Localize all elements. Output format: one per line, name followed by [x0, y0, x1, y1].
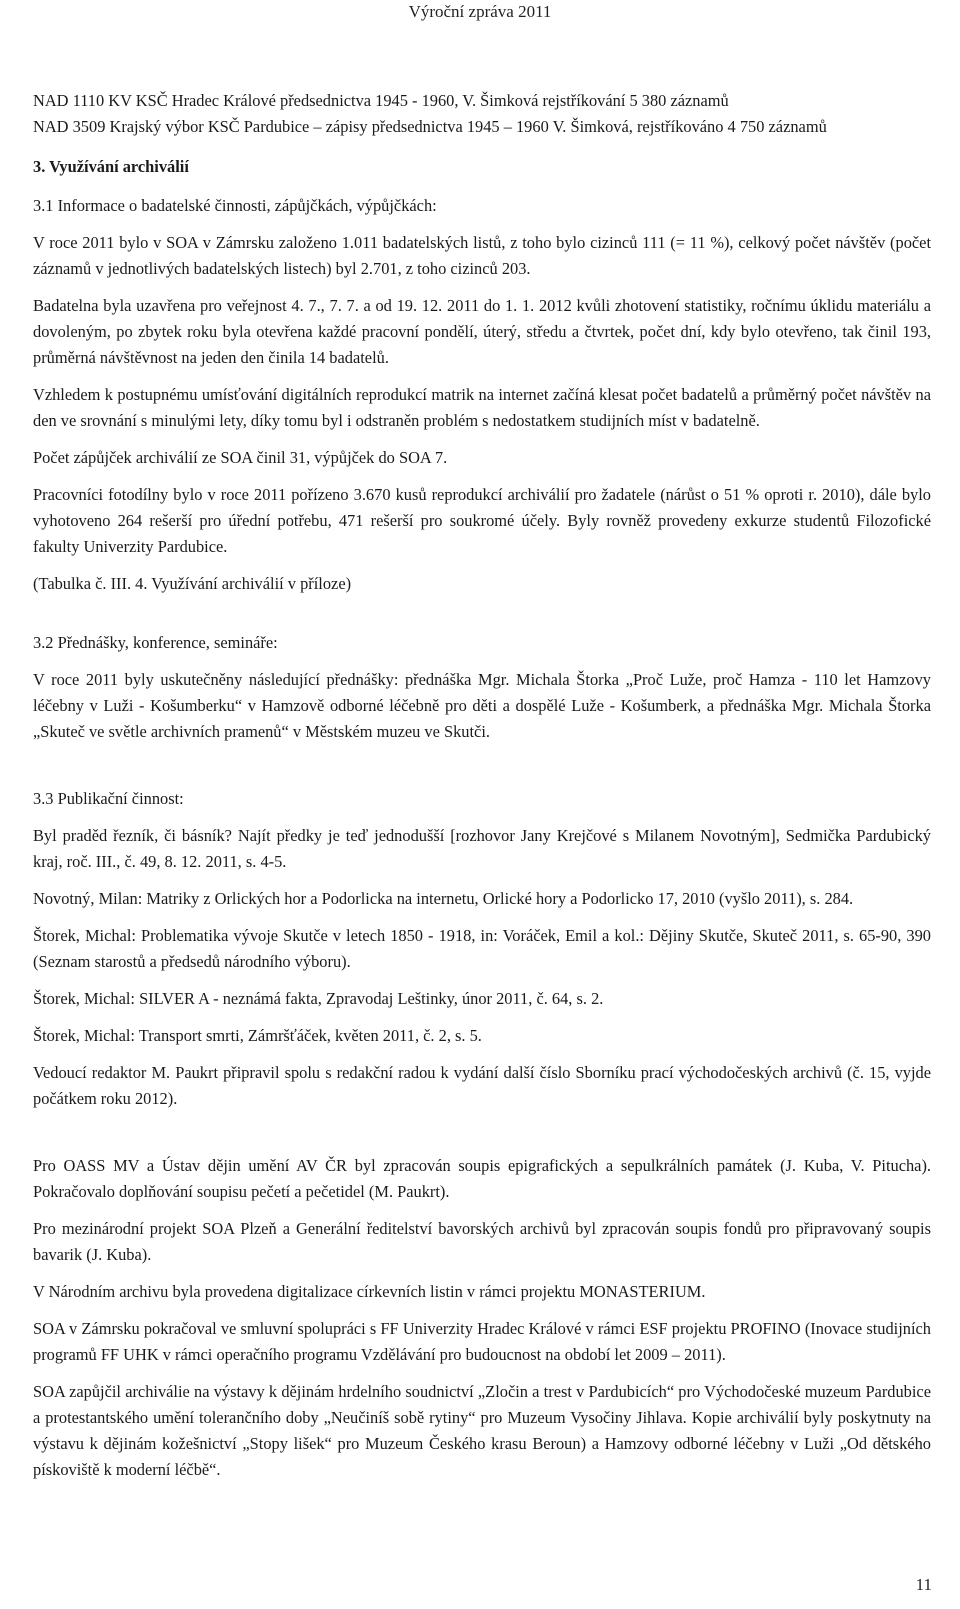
- paragraph-researchers: V roce 2011 bylo v SOA v Zámrsku založeno 1.011 badatelských listů, z toho bylo cizinců 111 (= 11 %), celkový počet návštěv (počet záznamů v jednotlivých badatelských listech) byl 2.701, z toho cizinců 203.: [33, 233, 931, 278]
- paragraph-table-ref: (Tabulka č. III. 4. Využívání archiválií v příloze): [33, 574, 352, 593]
- subsection-heading-3-2: 3.2 Přednášky, konference, semináře:: [33, 633, 278, 652]
- subsection-heading-3-3: 3.3 Publikační činnost:: [33, 789, 184, 808]
- fund-line-2: NAD 3509 Krajský výbor KSČ Pardubice – zápisy předsednictva 1945 – 1960 V. Šimková, rejstříkováno 4 750 záznamů: [33, 117, 827, 136]
- page-number: 11: [915, 1575, 932, 1594]
- fund-line-1: NAD 1110 KV KSČ Hradec Králové předsednictva 1945 - 1960, V. Šimková rejstříkování 5 380 záznamů: [33, 91, 729, 110]
- paragraph-photo-lab: Pracovníci fotodílny bylo v roce 2011 pořízeno 3.670 kusů reprodukcí archiválií pro žadatele (nárůst o 51 % oproti r. 2010), dále bylo vyhotoveno 264 rešerší pro úřední potřebu, 471 rešerší pro soukromé účely. Byly rovněž provedeny exkurze studentů Filozofické fakulty Univerzity Pardubice.: [33, 485, 931, 556]
- paragraph-epigraphy: Pro OASS MV a Ústav dějin umění AV ČR byl zpracován soupis epigrafických a sepulkrálních památek (J. Kuba, V. Pitucha). Pokračovalo doplňování soupisu pečetí a pečetidel (M. Paukrt).: [33, 1156, 931, 1201]
- paragraph-exhibitions: SOA zapůjčil archiválie na výstavy k dějinám hrdelního soudnictví „Zločin a trest v Pardubicích“ pro Východočeské muzeum Pardubice a protestantského umění tolerančního doby „Neučiníš sobě rytiny“ pro Muzeum Vysočiny Jihlava. Kopie archiválií byly poskytnuty na výstavu k dějinám kožešnictví „Stopy lišek“ pro Muzeum Českého krasu Beroun) a Hamzovy odborné léčebny v Luži „Od dětského pískoviště k moderní léčbě“.: [33, 1382, 931, 1479]
- publication-item: Štorek, Michal: Transport smrti, Zámršťáček, květen 2011, č. 2, s. 5.: [33, 1026, 482, 1045]
- paragraph-reading-room: Badatelna byla uzavřena pro veřejnost 4. 7., 7. 7. a od 19. 12. 2011 do 1. 1. 2012 kvůli zhotovení statistiky, ročnímu úklidu materiálu a dovoleným, po zbytek roku byla otevřena každé pracovní pondělí, úterý, středu a čtvrtek, počet dní, kdy bylo otevřeno, tak činil 193, průměrná návštěvnost na jeden den činila 14 badatelů.: [33, 296, 931, 367]
- publication-item: Novotný, Milan: Matriky z Orlických hor a Podorlicka na internetu, Orlické hory a Podorlicko 17, 2010 (vyšlo 2011), s. 284.: [33, 889, 854, 908]
- running-header: Výroční zpráva 2011: [408, 2, 552, 21]
- paragraph-monasterium: V Národním archivu byla provedena digitalizace církevních listin v rámci projektu MONASTERIUM.: [33, 1282, 706, 1301]
- paragraph-loans: Počet zápůjček archiválií ze SOA činil 31, výpůjček do SOA 7.: [33, 448, 448, 467]
- publication-item: Štorek, Michal: SILVER A - neznámá fakta, Zpravodaj Leštinky, únor 2011, č. 64, s. 2.: [33, 989, 604, 1008]
- paragraph-bavarika: Pro mezinárodní projekt SOA Plzeň a Generální ředitelství bavorských archivů byl zpracován soupis fondů pro připravovaný soupis bavarik (J. Kuba).: [33, 1219, 931, 1264]
- publication-item: Vedoucí redaktor M. Paukrt připravil spolu s redakční radou k vydání další číslo Sborníku prací východočeských archivů (č. 15, vyjde počátkem roku 2012).: [33, 1063, 931, 1108]
- paragraph-digitization: Vzhledem k postupnému umísťování digitálních reprodukcí matrik na internet začíná klesat počet badatelů a průměrný počet návštěv na den ve srovnání s minulými lety, díky tomu byl i odstraněn problém s nedostatkem studijních míst v badatelně.: [33, 385, 931, 430]
- publication-item: Štorek, Michal: Problematika vývoje Skutče v letech 1850 - 1918, in: Voráček, Emil a kol.: Dějiny Skutče, Skuteč 2011, s. 65-90, 390 (Seznam starostů a předsedů národního výboru).: [33, 926, 931, 971]
- paragraph-lectures: V roce 2011 byly uskutečněny následující přednášky: přednáška Mgr. Michala Štorka „Proč Luže, proč Hamza - 110 let Hamzovy léčebny v Luži - Košumberku“ v Hamzově odborné léčebně pro děti a dospělé Luže - Košumberk, a přednáška Mgr. Michala Štorka „Skuteč ve světle archivních pramenů“ v Městském muzeu ve Skutči.: [33, 670, 931, 741]
- subsection-heading-3-1: 3.1 Informace o badatelské činnosti, zápůjčkách, výpůjčkách:: [33, 196, 437, 215]
- paragraph-profino: SOA v Zámrsku pokračoval ve smluvní spolupráci s FF Univerzity Hradec Králové v rámci ESF projektu PROFINO (Inovace studijních programů FF UHK v rámci operačního programu Vzdělávání pro budoucnost na období let 2009 – 2011).: [33, 1319, 931, 1364]
- publication-item: Byl praděd řezník, či básník? Najít předky je teď jednodušší [rozhovor Jany Krejčové s Milanem Novotným], Sedmička Pardubický kraj, roč. III., č. 49, 8. 12. 2011, s. 4-5.: [33, 826, 931, 871]
- section-heading: 3. Využívání archiválií: [33, 157, 189, 176]
- document-body: [33, 88, 931, 1494]
